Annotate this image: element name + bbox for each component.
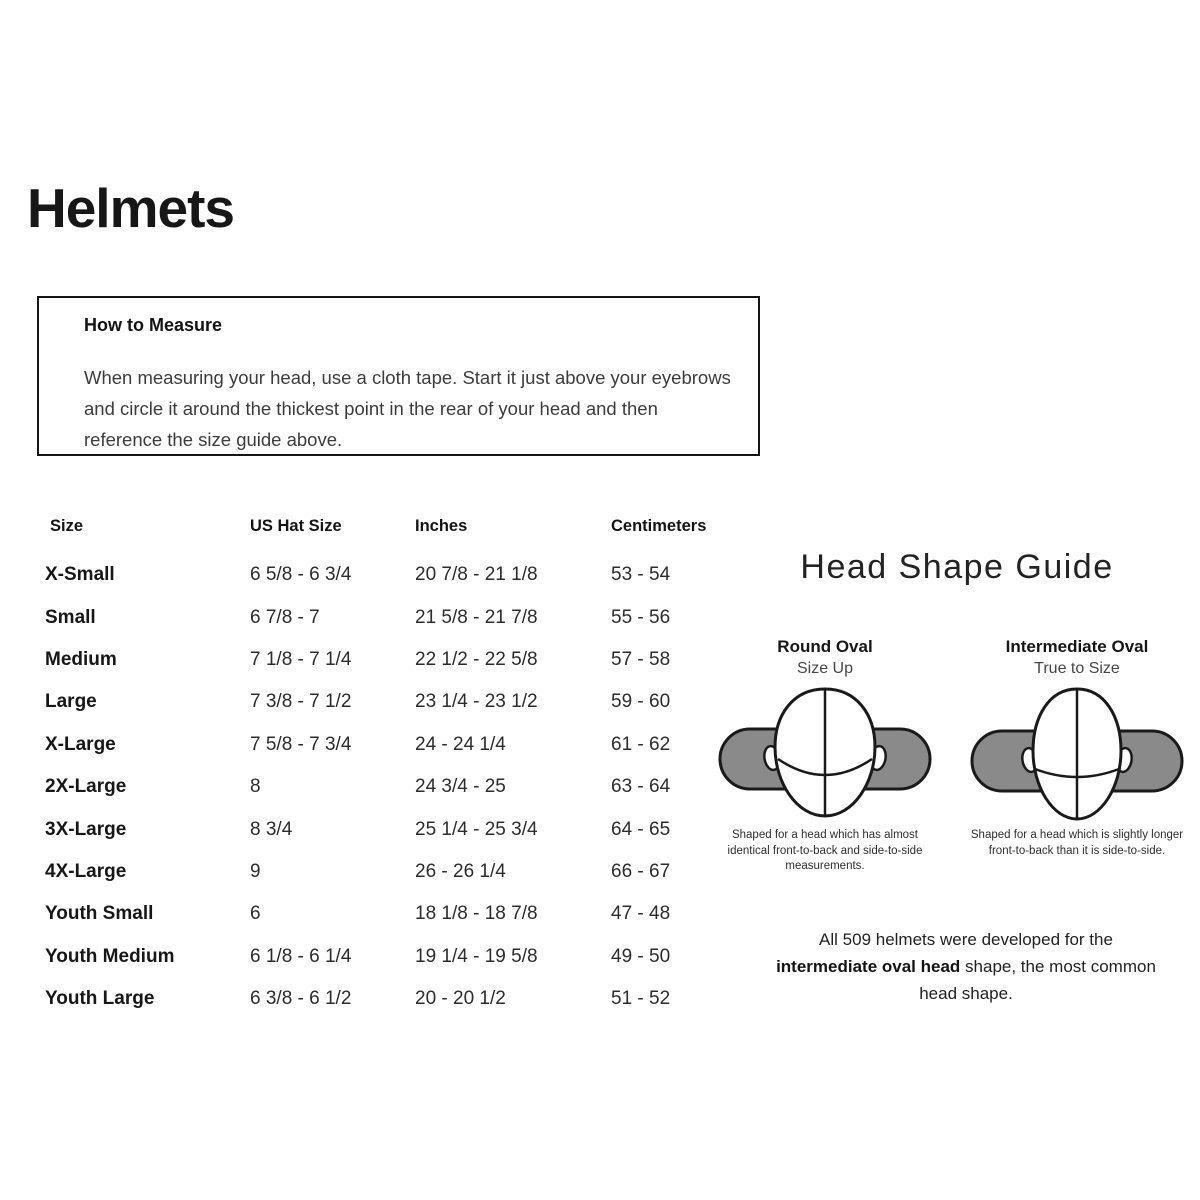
value-cell: 49 - 50	[611, 945, 671, 967]
size-cell: 4X-Large	[45, 860, 127, 882]
head-shape-guide-title: Head Shape Guide	[800, 548, 1114, 586]
shape-name: Round Oval	[777, 637, 873, 656]
value-cell: 59 - 60	[611, 691, 671, 713]
value-cell: 20 - 20 1/2	[415, 988, 506, 1010]
value-cell: 7 5/8 - 7 3/4	[250, 733, 352, 755]
value-cell: 20 7/8 - 21 1/8	[415, 564, 538, 586]
size-table	[45, 512, 745, 1020]
size-cell: 3X-Large	[45, 818, 127, 840]
header-cell-size: Size	[50, 516, 84, 535]
table-row	[45, 808, 745, 850]
value-cell: 23 1/4 - 23 1/2	[415, 691, 538, 713]
shape-description: Shaped for a head which has almost identical front-to-back and side-to-side measurements.	[727, 829, 923, 872]
size-cell: X-Small	[45, 564, 115, 586]
header-cell-centimeters: Centimeters	[611, 516, 707, 535]
value-cell: 47 - 48	[611, 903, 671, 925]
value-cell: 63 - 64	[611, 776, 671, 798]
round-oval-head-diagram	[713, 685, 937, 825]
value-cell: 22 1/2 - 22 5/8	[415, 648, 538, 670]
value-cell: 64 - 65	[611, 818, 671, 840]
value-cell: 25 1/4 - 25 3/4	[415, 818, 538, 840]
value-cell: 8 3/4	[250, 818, 293, 840]
table-row	[45, 978, 745, 1020]
shape-description: Shaped for a head which is slightly longer front-to-back than it is side-to-side.	[970, 829, 1184, 857]
table-row	[45, 766, 745, 808]
size-cell: Youth Medium	[45, 945, 175, 967]
value-cell: 51 - 52	[611, 988, 671, 1010]
value-cell: 7 1/8 - 7 1/4	[250, 648, 352, 670]
table-row	[45, 893, 745, 935]
table-row	[45, 596, 745, 638]
size-table-header	[45, 512, 745, 540]
shape-column-intermediate-oval	[965, 637, 1189, 859]
header-cell-inches: Inches	[415, 516, 468, 535]
table-row	[45, 681, 745, 723]
size-cell: Large	[45, 691, 97, 713]
value-cell: 57 - 58	[611, 648, 671, 670]
value-cell: 26 - 26 1/4	[415, 860, 506, 882]
value-cell: 24 - 24 1/4	[415, 733, 506, 755]
page-title: Helmets	[27, 177, 234, 239]
shape-fit-hint: True to Size	[1034, 660, 1120, 677]
value-cell: 61 - 62	[611, 733, 671, 755]
table-row	[45, 724, 745, 766]
value-cell: 24 3/4 - 25	[415, 776, 506, 798]
size-cell: Youth Small	[45, 903, 154, 925]
value-cell: 18 1/8 - 18 7/8	[415, 903, 538, 925]
value-cell: 8	[250, 776, 261, 798]
table-row	[45, 639, 745, 681]
table-row	[45, 554, 745, 596]
intermediate-oval-head-diagram	[965, 685, 1189, 825]
value-cell: 55 - 56	[611, 606, 671, 628]
value-cell: 6 5/8 - 6 3/4	[250, 564, 352, 586]
size-cell: 2X-Large	[45, 776, 127, 798]
value-cell: 7 3/8 - 7 1/2	[250, 691, 352, 713]
value-cell: 6	[250, 903, 261, 925]
value-cell: 66 - 67	[611, 860, 671, 882]
note-text-start: All 509 helmets were developed for the	[819, 930, 1113, 949]
note-text-bold: intermediate oval head	[776, 957, 961, 976]
table-row	[45, 936, 745, 978]
how-to-measure-heading: How to Measure	[84, 315, 223, 335]
how-to-measure-text: When measuring your head, use a cloth tape. Start it just above your eyebrows and circle it around the thickest point in the rear of your head and then reference the size guide above.	[84, 367, 731, 450]
note-text-end: shape, the most common head shape.	[919, 957, 1156, 1003]
value-cell: 6 3/8 - 6 1/2	[250, 988, 352, 1010]
size-cell: Small	[45, 606, 96, 628]
header-cell-us-hat-size: US Hat Size	[250, 516, 342, 535]
shape-fit-hint: Size Up	[796, 660, 854, 677]
value-cell: 9	[250, 860, 261, 882]
value-cell: 53 - 54	[611, 564, 671, 586]
value-cell: 21 5/8 - 21 7/8	[415, 606, 538, 628]
table-row	[45, 851, 745, 893]
size-cell: Youth Large	[45, 988, 155, 1010]
how-to-measure-box	[37, 296, 760, 456]
shape-name: Intermediate Oval	[1005, 637, 1149, 656]
size-cell: Medium	[45, 648, 117, 670]
helmets-note	[770, 926, 1162, 1007]
value-cell: 6 7/8 - 7	[250, 606, 320, 628]
value-cell: 6 1/8 - 6 1/4	[250, 945, 352, 967]
size-table-body	[45, 554, 745, 1020]
value-cell: 19 1/4 - 19 5/8	[415, 945, 538, 967]
size-cell: X-Large	[45, 733, 116, 755]
shape-column-round-oval	[713, 637, 937, 875]
